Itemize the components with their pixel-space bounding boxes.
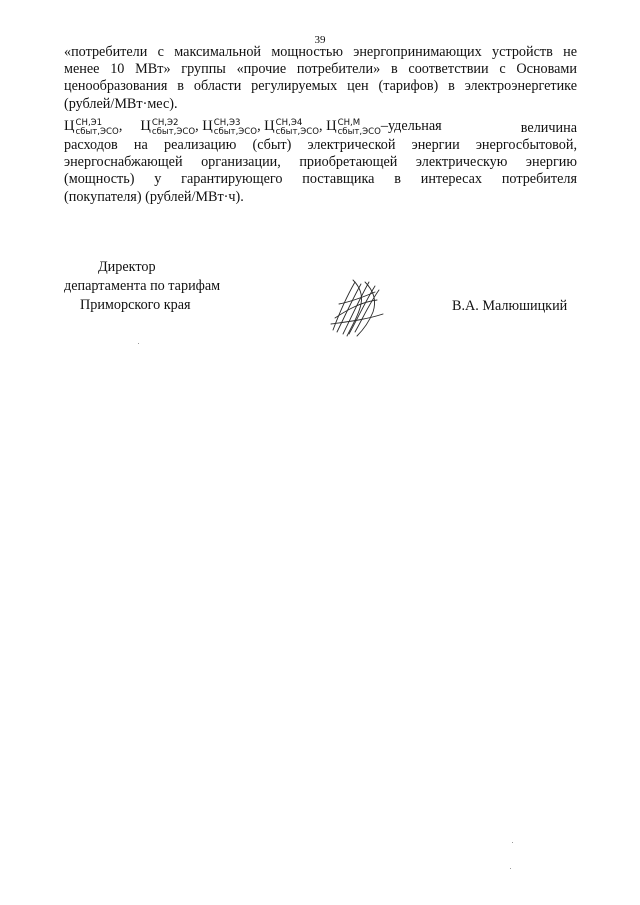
text-line: энергоснабжающей организации, приобретающей электрическую энергию	[64, 154, 577, 171]
page-number: 39	[314, 34, 326, 46]
paragraph-consumers	[64, 44, 577, 113]
signatory-title-line: Директор	[98, 259, 156, 275]
formula-line	[64, 118, 577, 137]
signatory-title-line: департамента по тарифам	[64, 278, 221, 294]
scan-speck	[512, 842, 513, 843]
formula-symbols	[64, 118, 442, 137]
signatory-name: В.А. Малюшицкий	[452, 298, 568, 314]
formula-symbol: Ц СН,Э2 сбыт,ЭСО ,	[140, 118, 199, 137]
text-line: «потребители с максимальной мощностью энергопринимающих устройств не	[64, 44, 577, 60]
text-word: удельная	[387, 118, 442, 134]
signatory-title-line: Приморского края	[80, 297, 191, 313]
text-line: менее 10 МВт» группы «прочие потребители» в соответствии с Основами	[64, 61, 577, 78]
paragraph-definition	[64, 118, 577, 206]
scan-speck	[510, 868, 511, 869]
text-line: (покупателя) (рублей/МВт·ч).	[64, 188, 244, 205]
formula-symbol: Ц СН,Э4 сбыт,ЭСО ,	[264, 118, 323, 137]
text-line: ценообразования в области регулируемых цен (тарифов) в электроэнергетике	[64, 78, 577, 95]
formula-symbol: Ц СН,Э3 сбыт,ЭСО ,	[202, 118, 261, 137]
text-word: величина	[520, 119, 577, 136]
formula-symbol: Ц СН,Э1 сбыт,ЭСО ,	[64, 118, 123, 137]
text-line: (мощность) у гарантирующего поставщика в интересах потребителя	[64, 171, 577, 188]
text-line: (рублей/МВт·мес).	[64, 95, 178, 112]
text-line: расходов на реализацию (сбыт) электрической энергии энергосбытовой,	[64, 137, 577, 153]
formula-symbol: Ц СН,М сбыт,ЭСО –	[326, 118, 388, 137]
scan-speck	[138, 343, 139, 344]
signatory-title	[64, 258, 244, 315]
handwritten-signature	[325, 274, 397, 340]
